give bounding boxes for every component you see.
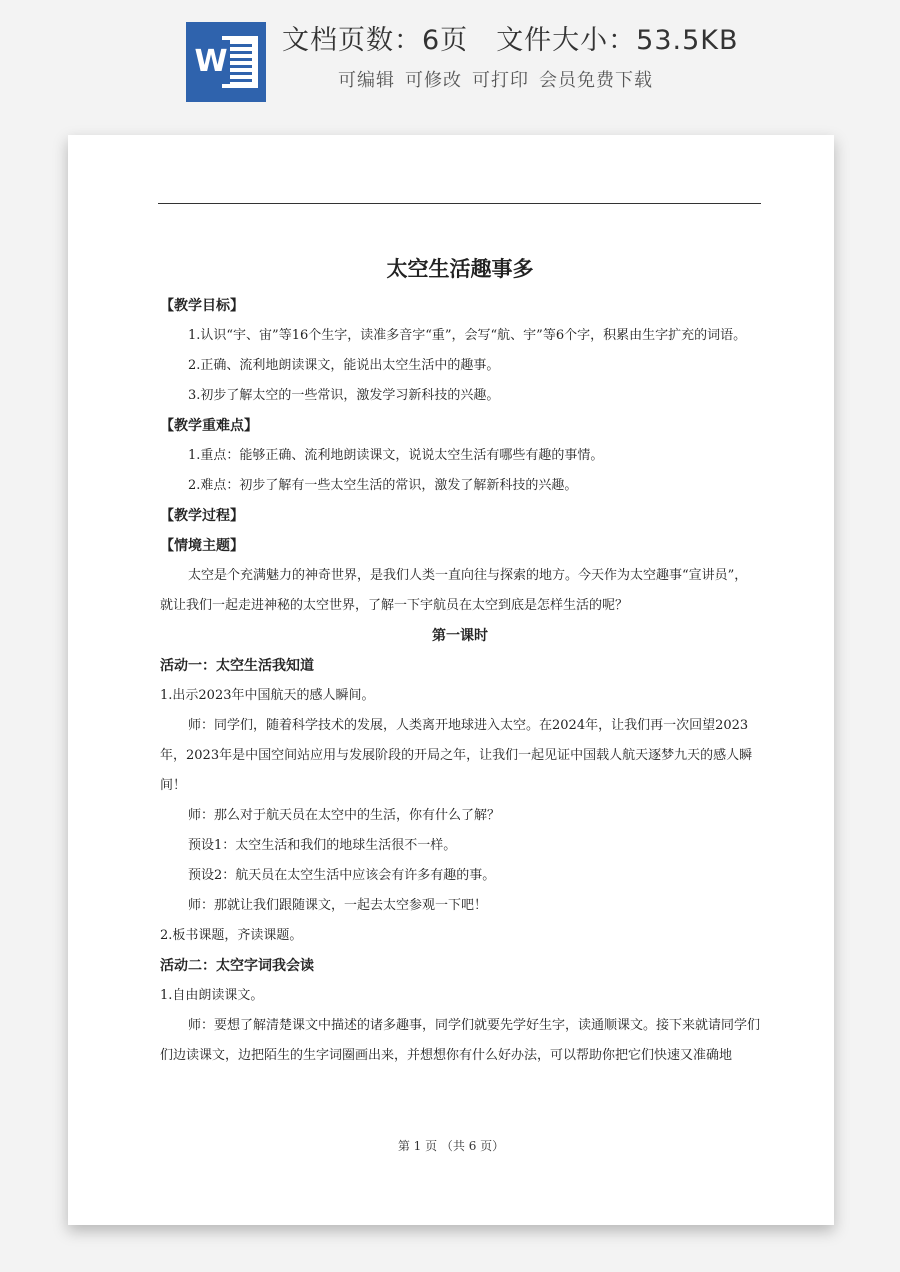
- key-point-item: 1.重点：能够正确、流利地朗读课文，说说太空生活有哪些有趣的事情。: [188, 448, 604, 463]
- goal-item: 2.正确、流利地朗读课文，能说出太空生活中的趣事。: [188, 358, 500, 373]
- theme-paragraph: 太空是个充满魅力的神奇世界，是我们人类一直向往与探索的地方。今天作为太空趣事“宣讲员”，就让我们一起走进神秘的太空世界，了解一下宇航员在太空到底是怎样生活的呢？: [160, 568, 748, 613]
- activity1-item: 预设2：航天员在太空生活中应该会有许多有趣的事。: [188, 868, 496, 883]
- feature-editable: 可编辑: [338, 70, 395, 91]
- activity1-item: 预设1：太空生活和我们的地球生活很不一样。: [188, 838, 457, 853]
- feature-printable: 可打印: [472, 70, 529, 91]
- file-size: 文件大小：53.5KB: [496, 25, 739, 56]
- header-banner: [0, 0, 900, 120]
- activity1-heading: 活动一：太空生活我知道: [160, 658, 314, 674]
- activity1-item: 师：同学们，随着科学技术的发展，人类离开地球进入太空。在2024年，让我们再一次回望2023年，2023年是中国空间站应用与发展阶段的开局之年，让我们一起见证中国载人航天逐梦九天的感人瞬间！: [160, 718, 753, 793]
- theme-heading: 【情境主题】: [160, 538, 244, 554]
- word-letter: W: [192, 40, 230, 84]
- goal-item: 3.初步了解太空的一些常识，激发学习新科技的兴趣。: [188, 388, 500, 403]
- activity1-item: 师：那么对于航天员在太空中的生活，你有什么了解？: [188, 808, 501, 823]
- banner-title: [282, 18, 739, 57]
- lesson-heading: 第一课时: [432, 628, 488, 644]
- goals-heading: 【教学目标】: [160, 298, 244, 314]
- document-page: [68, 135, 834, 1225]
- word-document-icon: [186, 22, 266, 102]
- feature-list: [338, 66, 653, 92]
- activity2-item: 师：要想了解清楚课文中描述的诸多趣事，同学们就要先学好生字，读通顺课文。接下来就请同学们们边读课文，边把陌生的生字词圈画出来，并想想你有什么好办法，可以帮助你把它们快速又准确地: [160, 1018, 761, 1063]
- goal-item: 1.认识“宇、宙”等16个生字，读准多音字“重”，会写“航、宇”等6个字，积累由生字扩充的词语。: [188, 328, 747, 343]
- page-count: 文档页数：6页: [282, 25, 469, 56]
- process-heading: 【教学过程】: [160, 508, 244, 524]
- page-footer: 第 1 页 （共 6 页）: [397, 1139, 505, 1153]
- activity1-item: 2.板书课题，齐读课题。: [160, 928, 303, 943]
- document-title: 太空生活趣事多: [386, 257, 534, 281]
- activity2-heading: 活动二：太空字词我会读: [160, 958, 314, 974]
- key-points-heading: 【教学重难点】: [160, 418, 258, 434]
- feature-free-download: 会员免费下载: [539, 70, 653, 91]
- header-rule: [158, 203, 761, 204]
- activity1-item: 1.出示2023年中国航天的感人瞬间。: [160, 688, 375, 703]
- activity1-item: 师：那就让我们跟随课文，一起去太空参观一下吧！: [188, 898, 488, 913]
- feature-modifiable: 可修改: [405, 70, 462, 91]
- page-content: [160, 253, 760, 1071]
- key-point-item: 2.难点：初步了解有一些太空生活的常识，激发了解新科技的兴趣。: [188, 478, 578, 493]
- activity2-item: 1.自由朗读课文。: [160, 988, 264, 1003]
